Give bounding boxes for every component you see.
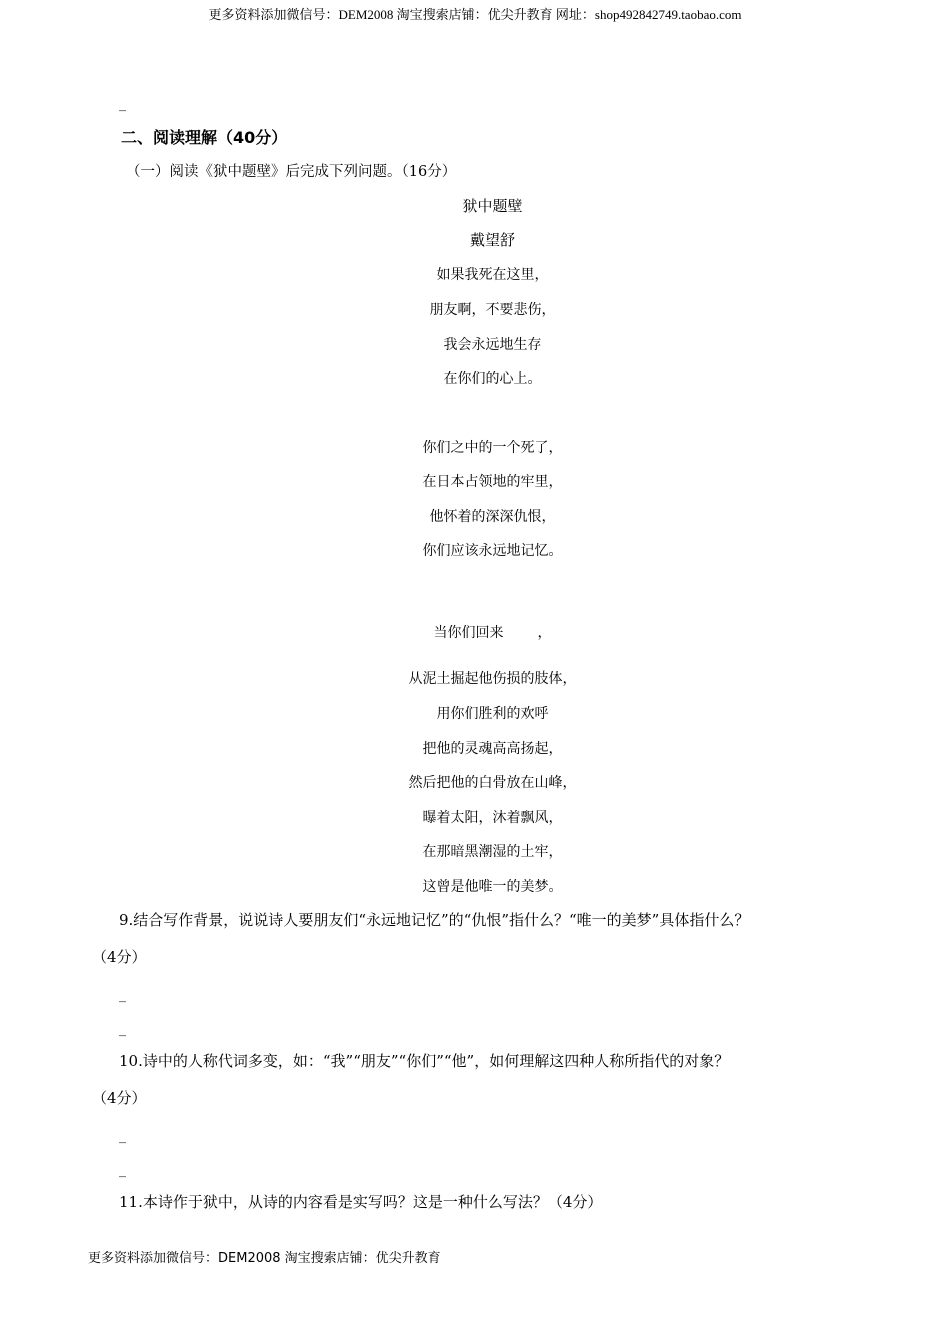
answer-blank: _	[119, 1128, 126, 1144]
question-10: 10.诗中的人称代词多变，如：“我”“朋友”“你们”“他”，如何理解这四种人称所指代的对象？	[119, 1052, 730, 1070]
question-9: 9.结合写作背景，说说诗人要朋友们“永远地记忆”的“仇恨”指什么？“唯一的美梦”具体指什么？	[119, 911, 750, 929]
poem-line-text: 当你们回来	[433, 625, 504, 641]
poem-line: 他怀着的深深仇恨，	[429, 509, 556, 525]
poem-line: 如果我死在这里，	[436, 267, 549, 283]
poem-line: 朋友啊，不要悲伤，	[429, 302, 556, 318]
poem-line: 把他的灵魂高高扬起，	[422, 741, 563, 757]
poem-author: 戴望舒	[469, 231, 515, 249]
poem-line: 你们之中的一个死了，	[422, 440, 563, 456]
poem-line: 曝着太阳，沐着飘风，	[422, 810, 563, 826]
poem-line: 你们应该永远地记忆。	[422, 543, 563, 559]
poem-line: 我会永远地生存	[443, 337, 542, 353]
poem-line: 在日本占领地的牢里，	[422, 474, 563, 490]
answer-blank: _	[119, 1162, 126, 1178]
poem-line: 然后把他的白骨放在山峰，	[408, 775, 577, 791]
section-intro: （一）阅读《狱中题壁》后完成下列问题。（16分）	[126, 164, 457, 180]
page-footer: 更多资料添加微信号：DEM2008 淘宝搜索店铺：优尖升教育	[88, 1251, 441, 1266]
answer-blank: _	[119, 987, 126, 1003]
question-9-score: （4分）	[92, 948, 147, 966]
question-11: 11.本诗作于狱中，从诗的内容看是实写吗？这是一种什么写法？（4分）	[119, 1193, 603, 1211]
poem-line: 在那暗黑潮湿的土牢，	[422, 844, 563, 860]
answer-blank: _	[119, 1021, 126, 1037]
poem-line: 用你们胜利的欢呼	[436, 706, 549, 722]
poem-line: 在你们的心上。	[443, 371, 542, 387]
section-title: 二、阅读理解（40分）	[121, 128, 288, 147]
answer-blank: _	[119, 96, 126, 112]
poem-line	[0, 622, 950, 642]
poem-line: 从泥土掘起他伤损的肢体，	[408, 671, 577, 687]
poem-line-comma: ，	[537, 625, 552, 641]
poem-line: 这曾是他唯一的美梦。	[422, 879, 563, 895]
poem-title: 狱中题壁	[462, 197, 523, 215]
question-10-score: （4分）	[92, 1089, 147, 1107]
page-header: 更多资料添加微信号：DEM2008 淘宝搜索店铺：优尖升教育 网址：shop492842749.taobao.com	[208, 7, 742, 22]
